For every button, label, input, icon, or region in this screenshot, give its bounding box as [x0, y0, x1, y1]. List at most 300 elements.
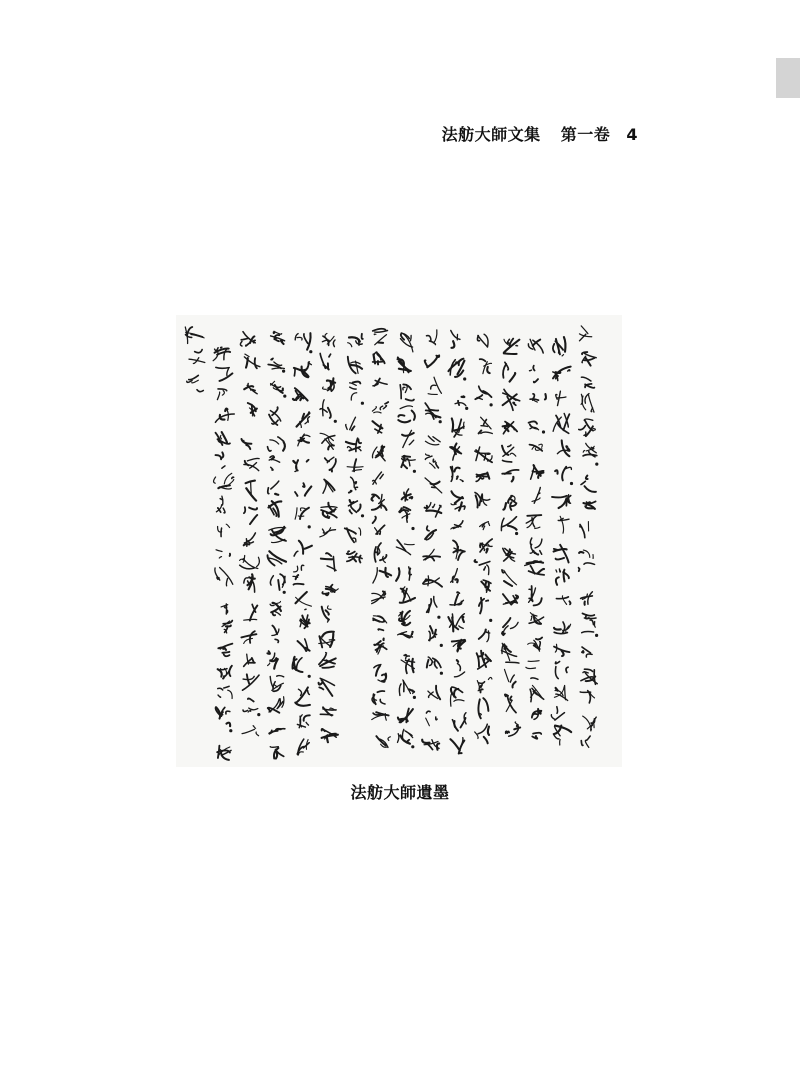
ink-stroke: [270, 456, 274, 457]
ink-stroke: [353, 382, 361, 384]
ink-stroke: [372, 715, 387, 720]
ink-stroke: [553, 344, 555, 353]
ink-stroke: [481, 426, 487, 427]
handwritten-letter-image: [176, 315, 622, 767]
ink-stroke: [275, 494, 278, 495]
ink-stroke: [451, 504, 456, 505]
ink-stroke: [308, 691, 310, 695]
ink-stroke: [584, 618, 596, 619]
ink-stroke: [582, 651, 583, 652]
ink-stroke: [388, 737, 390, 741]
ink-stroke: [220, 373, 233, 381]
ink-stroke: [568, 370, 570, 371]
ink-stroke: [411, 335, 412, 340]
ink-stroke: [294, 566, 298, 572]
ink-stroke: [538, 569, 545, 574]
page-edge-tab: [776, 58, 800, 98]
ink-stroke: [426, 511, 441, 513]
ink-dot: [465, 407, 468, 410]
ink-stroke: [217, 577, 219, 579]
ink-stroke: [218, 695, 221, 697]
ink-dot: [411, 527, 414, 530]
ink-stroke: [245, 354, 249, 357]
ink-stroke: [581, 326, 588, 334]
ink-stroke: [457, 476, 458, 479]
ink-stroke: [362, 334, 363, 339]
ink-stroke: [333, 340, 335, 347]
ink-dot: [411, 745, 414, 748]
ink-stroke: [330, 469, 332, 471]
ink-stroke: [539, 444, 542, 447]
ink-stroke: [510, 453, 516, 456]
ink-stroke: [280, 574, 285, 582]
ink-stroke: [450, 739, 459, 750]
ink-stroke: [250, 515, 257, 524]
ink-stroke: [244, 638, 253, 643]
ink-dot: [489, 619, 492, 622]
ink-stroke: [531, 616, 532, 620]
ink-stroke: [380, 699, 385, 704]
ink-stroke: [508, 526, 517, 530]
ink-stroke: [398, 415, 404, 417]
ink-stroke: [458, 551, 465, 560]
ink-stroke: [536, 638, 542, 640]
ink-stroke: [503, 634, 505, 636]
ink-stroke: [323, 481, 326, 493]
ink-stroke: [531, 678, 538, 679]
ink-stroke: [530, 689, 531, 702]
ink-stroke: [380, 406, 383, 410]
ink-stroke: [412, 411, 415, 420]
ink-stroke: [583, 716, 592, 730]
ink-stroke: [227, 369, 229, 376]
ink-stroke: [506, 662, 519, 663]
ink-stroke: [214, 477, 216, 483]
ink-stroke: [535, 527, 540, 528]
ink-stroke: [480, 522, 489, 527]
ink-stroke: [217, 392, 219, 400]
ink-stroke: [295, 334, 298, 340]
ink-stroke: [222, 391, 224, 396]
ink-stroke: [298, 752, 303, 755]
ink-stroke: [486, 549, 487, 553]
ink-stroke: [257, 557, 260, 567]
ink-stroke: [240, 341, 242, 346]
ink-stroke: [347, 447, 351, 449]
ink-stroke: [319, 683, 322, 685]
ink-stroke: [222, 466, 225, 468]
ink-stroke: [428, 394, 437, 395]
ink-stroke: [404, 544, 414, 545]
ink-stroke: [355, 487, 357, 489]
ink-stroke: [374, 412, 381, 413]
ink-stroke: [331, 459, 336, 469]
running-header: [442, 122, 638, 145]
ink-stroke: [304, 715, 310, 721]
ink-stroke: [295, 508, 297, 519]
ink-stroke: [511, 622, 519, 628]
ink-stroke: [425, 506, 428, 508]
ink-stroke: [308, 417, 310, 422]
ink-stroke: [270, 440, 279, 444]
ink-stroke: [195, 350, 202, 353]
ink-stroke: [584, 432, 586, 435]
ink-stroke: [505, 669, 509, 681]
ink-stroke: [513, 403, 516, 406]
ink-dot: [257, 713, 260, 716]
ink-stroke: [426, 454, 430, 456]
ink-stroke: [248, 698, 254, 701]
ink-stroke: [581, 377, 591, 381]
ink-stroke: [241, 634, 256, 637]
ink-stroke: [406, 656, 410, 659]
ink-stroke: [556, 558, 564, 560]
ink-stroke: [593, 721, 594, 728]
ink-stroke: [458, 664, 461, 671]
ink-stroke: [514, 728, 520, 730]
ink-stroke: [296, 687, 308, 703]
ink-stroke: [454, 468, 459, 472]
ink-stroke: [222, 652, 229, 653]
ink-stroke: [475, 732, 478, 739]
ink-stroke: [295, 703, 310, 706]
ink-stroke: [372, 496, 374, 500]
ink-stroke: [460, 480, 463, 482]
ink-stroke: [222, 432, 227, 442]
ink-stroke: [358, 448, 361, 451]
ink-stroke: [323, 387, 327, 389]
ink-dot: [308, 525, 311, 528]
ink-stroke: [587, 736, 591, 740]
ink-stroke: [322, 632, 334, 637]
ink-stroke: [400, 598, 415, 603]
ink-stroke: [563, 414, 569, 430]
ink-stroke: [579, 552, 583, 553]
ink-stroke: [452, 419, 453, 432]
ink-stroke: [303, 483, 305, 487]
ink-stroke: [429, 410, 438, 411]
ink-stroke: [579, 426, 586, 430]
ink-stroke: [451, 693, 452, 706]
ink-stroke: [327, 457, 334, 463]
ink-dot: [440, 672, 443, 675]
ink-stroke: [403, 681, 404, 692]
ink-stroke: [216, 455, 222, 459]
ink-stroke: [322, 592, 327, 594]
ink-dot: [361, 402, 364, 405]
ink-stroke: [351, 393, 356, 400]
ink-stroke: [425, 360, 428, 367]
ink-stroke: [554, 632, 567, 633]
ink-stroke: [374, 547, 376, 562]
ink-stroke: [304, 334, 308, 344]
ink-stroke: [241, 338, 248, 340]
ink-stroke: [322, 729, 325, 731]
ink-stroke: [508, 445, 511, 447]
ink-stroke: [321, 680, 332, 696]
ink-stroke: [479, 562, 490, 566]
ink-stroke: [351, 506, 357, 512]
ink-stroke: [305, 487, 311, 496]
ink-dot: [595, 634, 598, 637]
ink-stroke: [373, 329, 386, 331]
ink-stroke: [545, 394, 546, 399]
ink-stroke: [374, 355, 376, 364]
ink-stroke: [301, 565, 303, 570]
ink-stroke: [463, 506, 465, 509]
ink-stroke: [435, 634, 437, 637]
ink-stroke: [229, 666, 232, 676]
ink-stroke: [405, 731, 413, 738]
ink-stroke: [298, 516, 304, 517]
ink-stroke: [436, 463, 439, 468]
ink-stroke: [565, 686, 566, 700]
volume-label: 第一卷: [560, 125, 611, 144]
ink-stroke: [323, 529, 325, 533]
ink-stroke: [553, 734, 559, 739]
ink-stroke: [270, 604, 274, 605]
ink-stroke: [374, 334, 376, 335]
ink-stroke: [503, 364, 506, 378]
ink-stroke: [325, 333, 327, 336]
ink-stroke: [216, 367, 229, 368]
ink-stroke: [479, 630, 486, 639]
ink-stroke: [359, 528, 361, 535]
ink-stroke: [536, 736, 537, 738]
ink-stroke: [283, 442, 285, 451]
ink-stroke: [462, 617, 463, 622]
ink-stroke: [580, 526, 582, 527]
ink-stroke: [244, 507, 245, 513]
ink-stroke: [352, 426, 355, 430]
ink-stroke: [271, 358, 273, 359]
ink-stroke: [326, 553, 331, 556]
ink-stroke: [372, 504, 382, 510]
ink-stroke: [320, 528, 331, 537]
ink-stroke: [294, 584, 304, 585]
ink-stroke: [528, 661, 539, 662]
ink-dot: [413, 696, 416, 699]
ink-stroke: [509, 730, 519, 737]
ink-stroke: [432, 504, 434, 507]
ink-stroke: [221, 347, 222, 348]
ink-stroke: [526, 667, 536, 668]
ink-stroke: [255, 358, 257, 368]
ink-stroke: [482, 499, 490, 501]
ink-stroke: [488, 677, 492, 679]
ink-stroke: [567, 448, 569, 450]
ink-stroke: [425, 456, 432, 459]
ink-stroke: [433, 330, 437, 343]
ink-dot: [229, 729, 232, 732]
ink-stroke: [480, 689, 482, 692]
ink-stroke: [246, 445, 250, 449]
ink-stroke: [566, 446, 567, 448]
ink-dot: [570, 482, 573, 485]
ink-stroke: [426, 718, 430, 726]
ink-stroke: [272, 626, 277, 635]
ink-stroke: [243, 675, 260, 690]
ink-stroke: [380, 474, 383, 478]
ink-stroke: [406, 399, 414, 400]
calligraphy-manuscript-icon: [176, 315, 622, 767]
ink-stroke: [400, 385, 401, 399]
ink-stroke: [271, 467, 273, 470]
ink-stroke: [586, 476, 588, 479]
ink-stroke: [224, 473, 232, 484]
ink-stroke: [403, 611, 410, 625]
ink-stroke: [433, 459, 435, 462]
ink-stroke: [244, 619, 257, 620]
ink-stroke: [293, 461, 295, 463]
ink-stroke: [559, 498, 567, 508]
ink-stroke: [306, 722, 308, 725]
ink-stroke: [556, 688, 558, 691]
book-title: 法舫大師文集: [441, 125, 541, 144]
ink-stroke: [454, 700, 464, 702]
ink-stroke: [455, 403, 466, 406]
ink-stroke: [483, 526, 484, 530]
ink-stroke: [551, 715, 555, 720]
ink-stroke: [321, 559, 333, 560]
ink-dot: [542, 430, 545, 433]
ink-stroke: [477, 398, 482, 400]
ink-stroke: [358, 505, 361, 512]
ink-stroke: [426, 711, 430, 713]
ink-stroke: [251, 481, 252, 494]
ink-dot: [595, 463, 598, 466]
ink-stroke: [402, 729, 403, 740]
ink-stroke: [566, 667, 568, 672]
ink-stroke: [506, 731, 508, 733]
ink-stroke: [398, 420, 410, 422]
ink-stroke: [559, 569, 560, 572]
ink-stroke: [243, 710, 248, 712]
ink-stroke: [535, 539, 542, 548]
ink-stroke: [455, 672, 465, 677]
ink-stroke: [276, 753, 277, 759]
ink-stroke: [268, 447, 272, 451]
ink-stroke: [502, 645, 503, 654]
ink-stroke: [378, 629, 383, 630]
ink-stroke: [319, 687, 323, 689]
ink-stroke: [477, 653, 479, 666]
ink-dot: [283, 395, 286, 398]
ink-stroke: [451, 491, 463, 498]
ink-stroke: [226, 524, 229, 527]
ink-stroke: [246, 344, 249, 346]
ink-stroke: [218, 389, 227, 391]
ink-stroke: [434, 597, 437, 608]
ink-dot: [515, 532, 518, 535]
ink-stroke: [436, 717, 437, 720]
ink-stroke: [527, 515, 541, 516]
ink-stroke: [427, 336, 431, 341]
ink-stroke: [272, 368, 284, 369]
ink-dot: [439, 420, 442, 423]
ink-stroke: [326, 610, 329, 614]
ink-stroke: [562, 651, 564, 656]
ink-stroke: [555, 662, 559, 664]
ink-stroke: [583, 613, 595, 615]
ink-stroke: [226, 711, 230, 714]
ink-stroke: [427, 660, 429, 668]
ink-stroke: [560, 545, 569, 563]
ink-stroke: [277, 676, 284, 677]
ink-stroke: [476, 478, 480, 482]
ink-stroke: [294, 668, 303, 672]
ink-stroke: [219, 557, 221, 558]
ink-stroke: [376, 666, 380, 676]
ink-stroke: [244, 544, 250, 545]
ink-stroke: [354, 459, 356, 471]
ink-stroke: [584, 669, 592, 671]
ink-stroke: [268, 663, 270, 666]
ink-stroke: [588, 592, 593, 605]
ink-stroke: [534, 598, 542, 605]
ink-stroke: [503, 460, 512, 462]
ink-stroke: [462, 396, 465, 397]
ink-stroke: [242, 439, 252, 444]
ink-dot: [463, 377, 466, 380]
ink-dot: [283, 591, 286, 594]
ink-stroke: [476, 495, 478, 507]
ink-stroke: [487, 565, 489, 575]
ink-stroke: [422, 740, 429, 743]
ink-stroke: [425, 441, 438, 445]
ink-stroke: [409, 440, 413, 444]
ink-stroke: [427, 526, 429, 531]
ink-stroke: [425, 478, 442, 493]
ink-stroke: [300, 398, 303, 401]
ink-stroke: [590, 620, 593, 625]
ink-stroke: [591, 408, 593, 412]
ink-stroke: [455, 594, 458, 605]
ink-stroke: [583, 455, 597, 456]
ink-stroke: [585, 353, 597, 357]
ink-stroke: [328, 408, 331, 418]
ink-stroke: [484, 737, 488, 744]
ink-stroke: [595, 622, 596, 628]
ink-stroke: [583, 550, 590, 557]
ink-stroke: [515, 722, 518, 725]
ink-stroke: [540, 551, 542, 554]
ink-stroke: [228, 690, 232, 698]
ink-stroke: [431, 385, 436, 389]
ink-stroke: [507, 339, 509, 343]
ink-stroke: [345, 528, 356, 533]
ink-stroke: [530, 370, 532, 371]
ink-stroke: [512, 682, 515, 688]
ink-stroke: [249, 708, 258, 710]
ink-stroke: [375, 331, 388, 333]
ink-stroke: [351, 477, 355, 487]
ink-stroke: [377, 691, 384, 692]
ink-stroke: [215, 414, 234, 422]
ink-stroke: [215, 348, 219, 351]
ink-stroke: [504, 581, 512, 586]
ink-stroke: [528, 643, 535, 644]
ink-stroke: [191, 334, 202, 337]
ink-stroke: [552, 496, 567, 498]
ink-stroke: [451, 331, 460, 340]
ink-stroke: [248, 711, 251, 713]
ink-stroke: [585, 358, 590, 366]
ink-stroke: [307, 333, 310, 350]
ink-stroke: [564, 337, 566, 352]
ink-stroke: [187, 381, 192, 383]
ink-stroke: [485, 658, 488, 660]
